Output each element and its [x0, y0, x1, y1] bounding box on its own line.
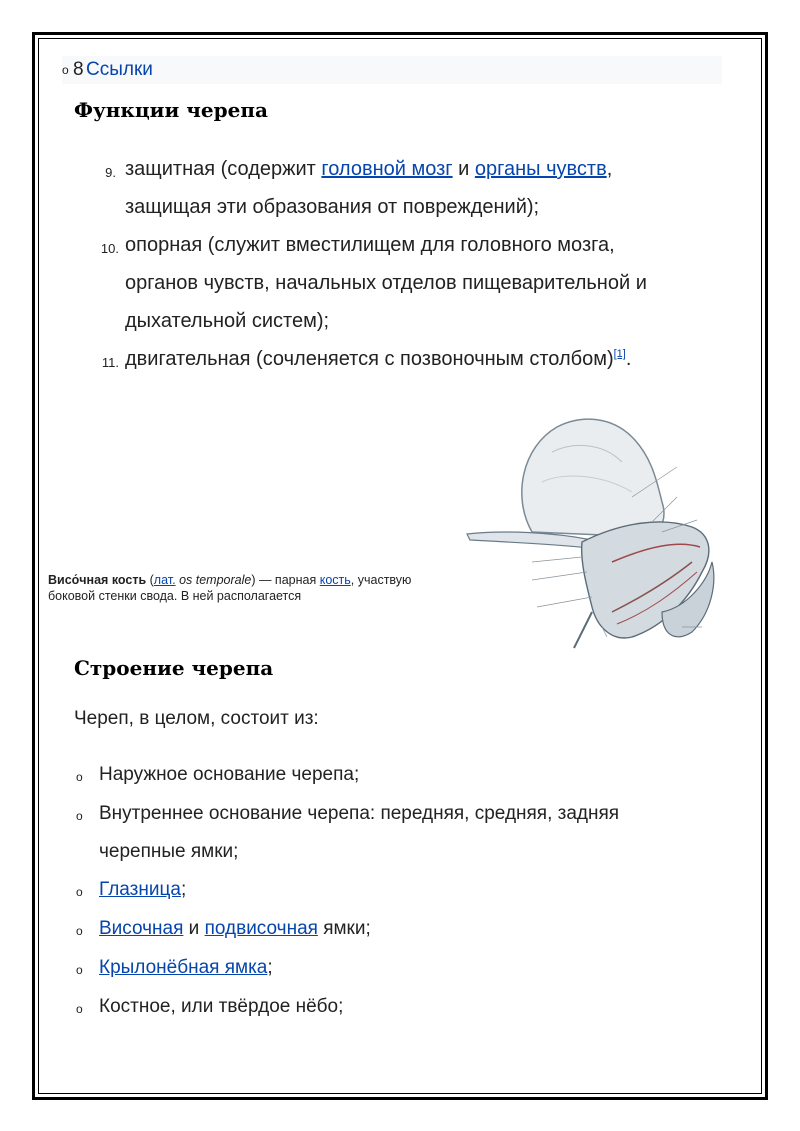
- toc-link-links[interactable]: Ссылки: [86, 59, 153, 80]
- section-heading-structure: Строение черепа: [74, 656, 274, 680]
- list-item-text: черепные ямки;: [99, 841, 239, 862]
- list-item-text: Глазница;: [99, 879, 187, 900]
- temporal-bone-image: [462, 412, 738, 664]
- toc-number: 8: [73, 59, 84, 80]
- list-bullet: o: [76, 1002, 83, 1016]
- list-bullet: o: [76, 963, 83, 977]
- link-temporal-fossa[interactable]: Височная: [99, 918, 184, 939]
- list-item-line: двигательная (сочленяется с позвоночным столбом)[1].: [125, 348, 632, 370]
- list-bullet: o: [76, 770, 83, 784]
- list-item-line: защитная (содержит головной мозг и органы чувств,: [125, 158, 613, 180]
- list-bullet: o: [76, 924, 83, 938]
- link-brain[interactable]: головной мозг: [321, 158, 453, 180]
- list-bullet: o: [76, 809, 83, 823]
- link-bone[interactable]: кость: [319, 573, 351, 587]
- list-item-text: Крылонёбная ямка;: [99, 957, 273, 978]
- structure-intro: Череп, в целом, состоит из:: [74, 708, 319, 729]
- list-bullet: o: [76, 885, 83, 899]
- list-item-line: опорная (служит вместилищем для головного мозга,: [125, 234, 615, 256]
- reference-link[interactable]: [1]: [613, 348, 626, 360]
- list-number: 9.: [105, 165, 116, 180]
- link-latin[interactable]: лат.: [153, 573, 176, 587]
- caption-term: Висо́чная кость: [48, 573, 147, 587]
- list-item-text: Височная и подвисочная ямки;: [99, 918, 371, 939]
- list-item-text: Внутреннее основание черепа: передняя, средняя, задняя: [99, 803, 620, 824]
- list-item-line: органов чувств, начальных отделов пищеварительной и: [125, 272, 647, 294]
- list-item-line: дыхательной систем);: [125, 310, 330, 332]
- figure-caption: Висо́чная кость (лат. os temporale) — парная кость, участвую боковой стенки свода. В ней располагается: [48, 572, 468, 604]
- link-pterygopalatine-fossa[interactable]: Крылонёбная ямка: [99, 957, 268, 978]
- list-number: 11.: [101, 355, 119, 370]
- list-item-text: Наружное основание черепа;: [99, 764, 360, 785]
- link-sense-organs[interactable]: органы чувств: [474, 158, 607, 180]
- link-infratemporal-fossa[interactable]: подвисочная: [204, 918, 318, 939]
- link-orbit[interactable]: Глазница: [99, 879, 181, 900]
- caption-line: боковой стенки свода. В ней располагается: [48, 589, 302, 603]
- list-item-line: защищая эти образования от повреждений);: [125, 196, 540, 218]
- toc-bullet: o: [62, 63, 69, 77]
- section-heading-functions: Функции черепа: [74, 98, 268, 122]
- toc-entry-links: [62, 56, 722, 84]
- list-item-text: Костное, или твёрдое нёбо;: [99, 996, 344, 1017]
- list-number: 10.: [100, 241, 119, 256]
